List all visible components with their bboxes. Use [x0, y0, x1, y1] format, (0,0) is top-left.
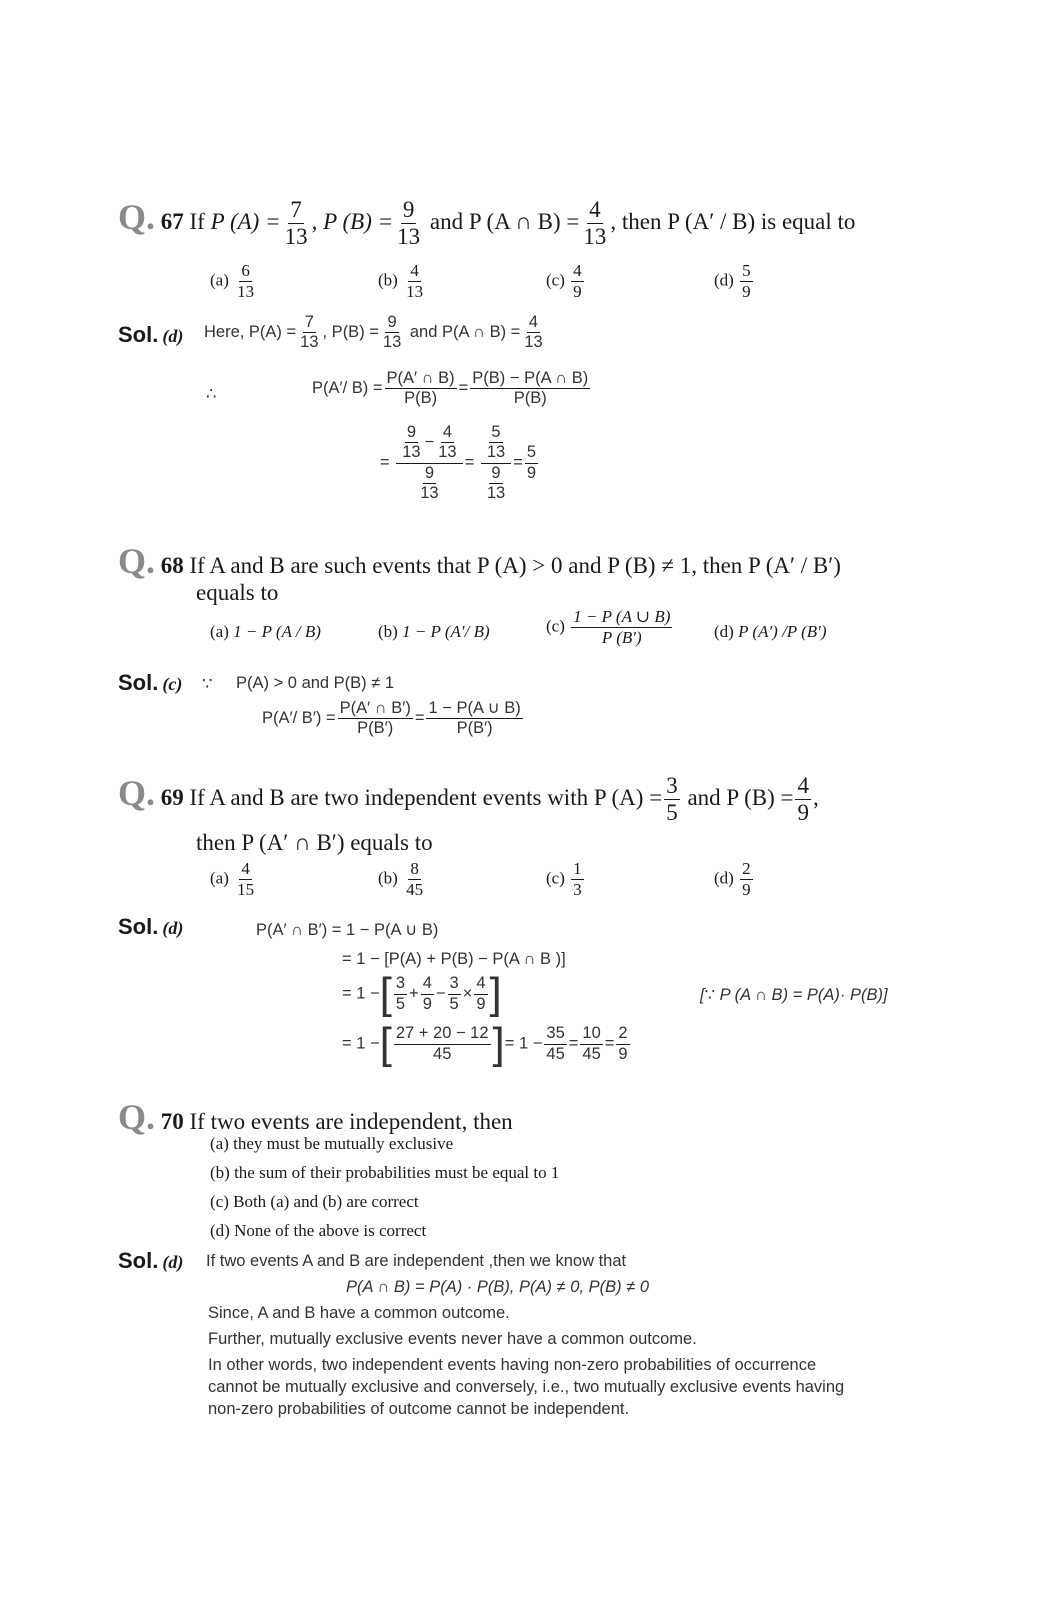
text: , P(B) = [322, 323, 379, 342]
text: Here, P(A) = [204, 323, 297, 342]
fraction [404, 860, 425, 899]
because-symbol: ∵ [202, 675, 213, 693]
numerator: 9 [405, 424, 418, 443]
denominator: 15 [237, 879, 255, 899]
option-c[interactable] [546, 860, 586, 899]
fraction [571, 608, 672, 647]
text: = [414, 709, 425, 728]
text: + [409, 984, 419, 1003]
q67-if: If [189, 209, 205, 234]
sol68-line1: P(A) > 0 and P(B) ≠ 1 [236, 674, 395, 692]
q-marker: Q. [118, 541, 156, 581]
option-text: P (A′) /P (B′) [738, 622, 827, 641]
numerator: 4 [441, 424, 454, 443]
sol70-line5: In other words, two independent events having non-zero probabilities of occurrence [208, 1356, 817, 1374]
denominator: 45 [433, 1044, 452, 1063]
numerator: 5 [742, 261, 751, 280]
fraction [385, 370, 457, 408]
fraction [664, 774, 680, 825]
option-label: (b) [378, 868, 398, 888]
q69-mid: and P (B) = [687, 785, 794, 810]
fraction [485, 465, 507, 503]
text: and P(A ∩ B) = [409, 323, 521, 342]
denominator: 9 [526, 463, 537, 482]
numerator [481, 424, 511, 464]
fraction [616, 1025, 629, 1063]
denominator: 13 [300, 333, 319, 352]
numerator: 8 [410, 859, 419, 878]
fraction [522, 314, 544, 352]
denominator: P(B′) [456, 719, 493, 738]
sol69-line4 [342, 1019, 632, 1068]
q67-pa: P (A) = [210, 209, 281, 234]
numerator: 9 [401, 198, 417, 224]
option-c[interactable] [546, 262, 586, 301]
text: × [462, 984, 473, 1003]
denominator: 3 [573, 879, 582, 899]
denominator: 45 [546, 1044, 565, 1063]
option-label: (c) [546, 270, 565, 290]
sol69-line2: = 1 − [P(A) + P(B) − P(A ∩ B )] [342, 950, 566, 968]
option-b[interactable] [378, 262, 427, 301]
left-bracket: [ [379, 969, 392, 1018]
sol-answer: (d) [162, 326, 184, 346]
sol70-line3: Since, A and B have a common outcome. [208, 1304, 510, 1322]
option-label: (c) [546, 616, 565, 636]
numerator: 4 [474, 975, 487, 994]
sol70-line4: Further, mutually exclusive events never have a common outcome. [208, 1330, 697, 1348]
q-marker: Q. [118, 197, 156, 237]
q-marker: Q. [118, 1097, 156, 1137]
denominator: 5 [395, 994, 406, 1013]
denominator: 13 [402, 443, 421, 462]
text: = [604, 1034, 615, 1053]
sol67-line1 [204, 314, 547, 352]
option-b[interactable] [378, 860, 427, 899]
denominator: P(B) [513, 389, 547, 408]
text: = [513, 453, 523, 472]
fraction [571, 860, 584, 899]
option-b[interactable] [378, 622, 490, 642]
numerator: 7 [288, 198, 304, 224]
fraction [283, 198, 310, 249]
numerator: 27 + 20 − 12 [394, 1025, 491, 1044]
fraction [525, 444, 538, 482]
denominator: P(B) [404, 389, 438, 408]
numerator: P(A′ ∩ B) [385, 370, 457, 389]
q69-text: If A and B are two independent events with P (A) = [189, 785, 663, 810]
sol-answer: (d) [162, 1252, 184, 1272]
denominator: 13 [486, 483, 506, 502]
option-label: (a) [210, 622, 229, 641]
numerator: 4 [410, 261, 419, 280]
sol70-line2: P(A ∩ B) = P(A) · P(B), P(A) ≠ 0, P(B) ≠ 0 [346, 1278, 650, 1296]
denominator: 13 [382, 333, 402, 352]
numerator: 35 [544, 1025, 566, 1044]
denominator: 13 [486, 443, 506, 462]
sol70-line1: If two events A and B are independent ,then we know that [206, 1252, 627, 1270]
fraction [740, 860, 753, 899]
option-label: (c) [546, 868, 565, 888]
denominator [481, 464, 511, 503]
fraction [571, 262, 584, 301]
denominator: 13 [284, 224, 308, 250]
text: = [568, 1034, 579, 1053]
fraction [418, 465, 440, 503]
denominator: 9 [476, 994, 486, 1013]
text: = 1 − [504, 1034, 543, 1053]
denominator: 13 [524, 333, 543, 352]
denominator: 13 [583, 224, 607, 250]
numerator: 4 [421, 975, 434, 994]
denominator: 13 [438, 443, 457, 462]
right-bracket: ] [492, 1019, 505, 1068]
numerator: 4 [587, 198, 603, 224]
sol67-line3 [380, 424, 540, 502]
option-d[interactable] [714, 860, 755, 899]
denominator: 9 [742, 281, 751, 301]
text: = [458, 379, 469, 398]
option-d[interactable]: (d) None of the above is correct [210, 1221, 427, 1240]
fraction [448, 975, 461, 1013]
question-number: 69 [160, 785, 184, 810]
text: = [464, 453, 475, 472]
denominator: 9 [618, 1044, 628, 1063]
option-b[interactable]: (b) the sum of their probabilities must be equal to 1 [210, 1163, 560, 1182]
option-c[interactable] [546, 608, 674, 647]
numerator: 6 [241, 261, 250, 280]
numerator: 1 [573, 859, 582, 878]
denominator: 9 [797, 800, 809, 826]
fraction [740, 262, 753, 301]
q67-pab: and P (A ∩ B) = [429, 209, 580, 234]
text: P(A′/ B′) = [262, 709, 336, 728]
fraction [474, 975, 487, 1013]
option-label: (d) [714, 868, 734, 888]
option-label: (d) [714, 622, 734, 641]
fraction [235, 860, 256, 899]
option-label: (a) [210, 868, 229, 888]
fraction [394, 1025, 491, 1063]
denominator: 5 [666, 800, 678, 826]
sol-label: Sol. [118, 670, 159, 695]
numerator [396, 424, 462, 464]
sol67-line2 [312, 370, 592, 408]
sol70-line6: cannot be mutually exclusive and conversely, i.e., two mutually exclusive events having [208, 1378, 845, 1396]
question-number: 67 [160, 209, 184, 234]
text: , [812, 785, 819, 810]
option-a[interactable] [210, 860, 258, 899]
numerator: 2 [742, 859, 751, 878]
fraction [485, 424, 507, 462]
solution-68-header [118, 670, 182, 696]
text: − [424, 433, 435, 452]
sol-label: Sol. [118, 322, 159, 347]
q-marker: Q. [118, 773, 156, 813]
fraction [470, 370, 590, 408]
sol69-note: [∵ P (A ∩ B) = P(A)· P(B)] [700, 986, 888, 1004]
solution-70-header [118, 1248, 183, 1274]
fraction [394, 975, 407, 1013]
denominator: 13 [420, 483, 439, 502]
numerator: 1 − P(A ∪ B) [426, 700, 522, 719]
q68-text: If A and B are such events that P (A) > 0 and P (B) ≠ 1, then P (A′ / B′) [189, 553, 841, 578]
numerator: 4 [795, 774, 811, 800]
fraction [404, 262, 425, 301]
numerator: 10 [580, 1025, 602, 1044]
fraction [580, 1025, 602, 1063]
fraction [298, 314, 320, 352]
text: − [435, 984, 446, 1003]
numerator: 5 [525, 444, 538, 463]
option-c[interactable]: (c) Both (a) and (b) are correct [210, 1192, 419, 1211]
fraction [795, 774, 811, 825]
numerator: 1 − P (A ∪ B) [573, 607, 671, 626]
solution-67-header [118, 322, 183, 348]
numerator: 5 [489, 424, 502, 443]
numerator: P(A′ ∩ B′) [338, 700, 413, 719]
q67-tail: , then P (A′ / B) is equal to [610, 209, 856, 234]
fraction [426, 700, 522, 738]
numerator: 9 [423, 465, 436, 484]
denominator: 9 [742, 879, 751, 899]
numerator: 9 [385, 314, 398, 333]
fraction [421, 975, 434, 1013]
numerator: 4 [573, 261, 582, 280]
question-69 [118, 772, 819, 825]
fraction [436, 424, 458, 462]
q68-text-line2: equals to [196, 580, 279, 605]
denominator [414, 464, 444, 503]
sol-label: Sol. [118, 1248, 159, 1273]
option-label: (d) [714, 270, 734, 290]
right-bracket: ] [489, 969, 502, 1018]
sol-answer: (c) [162, 674, 183, 694]
option-a[interactable] [210, 262, 258, 301]
question-number: 70 [160, 1109, 184, 1134]
option-a[interactable] [210, 622, 321, 642]
fraction [395, 198, 422, 249]
denominator: 9 [573, 281, 582, 301]
denominator: 9 [422, 994, 432, 1013]
fraction [544, 1025, 566, 1063]
numerator: 9 [489, 465, 502, 484]
therefore-symbol: ∴ [206, 385, 217, 403]
q70-text: If two events are independent, then [189, 1109, 513, 1134]
text: = 1 − [342, 1034, 380, 1053]
denominator: 13 [397, 224, 421, 250]
option-a[interactable]: (a) they must be mutually exclusive [210, 1134, 454, 1153]
question-67 [118, 196, 855, 249]
numerator: 4 [527, 314, 540, 333]
question-70 [118, 1096, 513, 1138]
sol70-line7: non-zero probabilities of outcome cannot be independent. [208, 1400, 630, 1418]
numerator: 7 [303, 314, 316, 333]
denominator: P(B′) [357, 719, 394, 738]
sol68-line2 [262, 700, 525, 738]
denominator: 13 [406, 281, 424, 301]
solution-69-header [118, 914, 183, 940]
numerator: 3 [448, 975, 461, 994]
numerator: 4 [241, 859, 250, 878]
denominator: 13 [237, 281, 255, 301]
text: = [380, 453, 390, 472]
question-68 [118, 540, 841, 582]
option-text: 1 − P (A′/ B) [402, 622, 490, 641]
numerator: 3 [664, 774, 680, 800]
denominator: P (B′) [601, 627, 642, 647]
option-text: 1 − P (A / B) [233, 622, 321, 641]
numerator: 2 [616, 1025, 629, 1044]
text: P(A′/ B) = [312, 379, 383, 398]
sol69-line1: P(A′ ∩ B′) = 1 − P(A ∪ B) [256, 921, 439, 939]
left-bracket: [ [379, 1019, 392, 1068]
denominator: 45 [406, 879, 424, 899]
fraction [235, 262, 256, 301]
q67-pb: , P (B) = [311, 209, 394, 234]
compound-fraction [396, 424, 462, 502]
fraction [581, 198, 608, 249]
compound-fraction [481, 424, 511, 502]
sol69-line3 [342, 969, 502, 1018]
option-label: (b) [378, 270, 398, 290]
option-d[interactable] [714, 262, 755, 301]
question-number: 68 [160, 553, 184, 578]
denominator: 5 [449, 994, 459, 1013]
option-label: (a) [210, 270, 229, 290]
sol-answer: (d) [162, 918, 184, 938]
fraction [338, 700, 413, 738]
numerator: P(B) − P(A ∩ B) [470, 370, 590, 389]
text: = 1 − [342, 984, 380, 1003]
sol-label: Sol. [118, 914, 159, 939]
denominator: 45 [582, 1044, 601, 1063]
q69-text-line2: then P (A′ ∩ B′) equals to [196, 830, 433, 855]
fraction [400, 424, 422, 462]
option-d[interactable] [714, 622, 827, 642]
option-label: (b) [378, 622, 398, 641]
numerator: 3 [394, 975, 407, 994]
fraction [381, 314, 403, 352]
